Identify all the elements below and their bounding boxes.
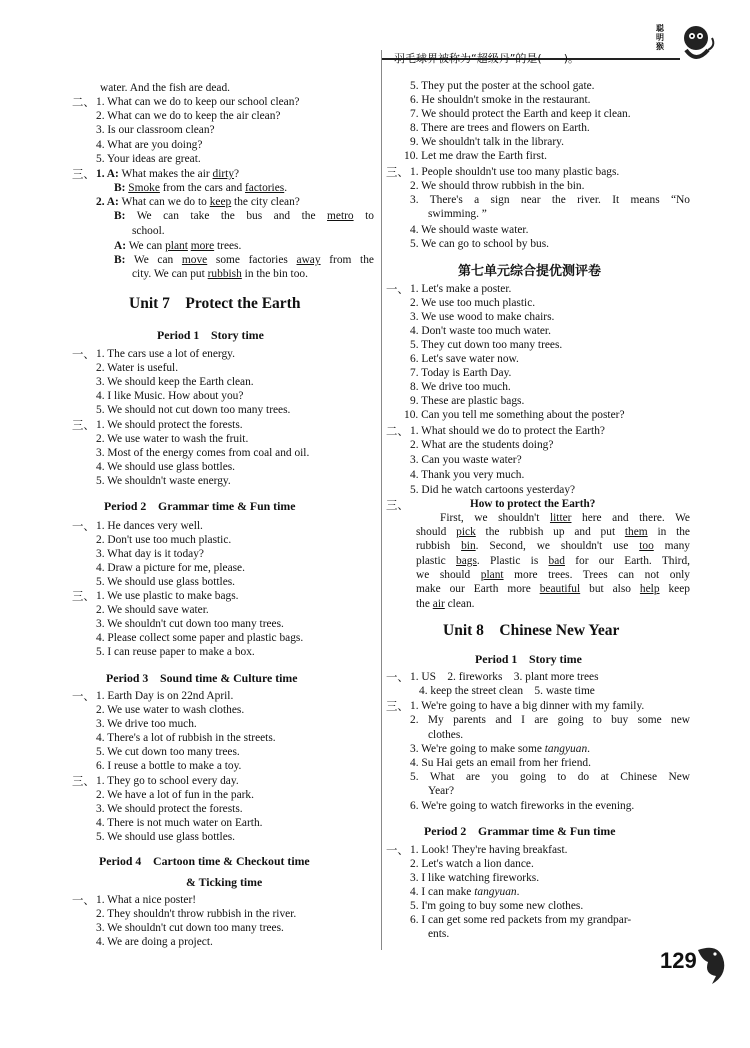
dialogue-line: B: We can move some factories away from the	[114, 254, 374, 266]
essay-line: plastic bags. Plastic is bad for our Earth. Third,	[416, 555, 690, 567]
list-item: 2. What can we do to keep the air clean?	[96, 110, 281, 122]
list-item: 2. We should throw rubbish in the bin.	[410, 180, 585, 192]
list-item: 4. We should use glass bottles.	[96, 461, 236, 473]
list-item: 1. Earth Day is on 22nd April.	[96, 690, 234, 702]
list-item: 4. We should waste water.	[410, 224, 529, 236]
list-item: 3. Most of the energy comes from coal and oil.	[96, 447, 310, 459]
list-item: 5. We shouldn't waste energy.	[96, 475, 231, 487]
unit-title: Unit 8 Chinese New Year	[443, 622, 620, 639]
unit-title: Unit 7 Protect the Earth	[129, 295, 301, 312]
list-item: 4. Don't waste too much water.	[410, 325, 551, 337]
list-item-cont: swimming. ”	[428, 208, 487, 220]
list-item: 3. We should protect the forests.	[96, 803, 243, 815]
period-title: Period 3 Sound time & Culture time	[106, 671, 298, 685]
list-item: 3. Is our classroom clean?	[96, 124, 215, 136]
list-item: 5. I can reuse paper to make a box.	[96, 646, 255, 658]
period-title: Period 1 Story time	[157, 328, 264, 342]
list-item: 5. We should use glass bottles.	[96, 576, 236, 588]
essay-line: make our Earth more beautiful but also help keep	[416, 583, 690, 595]
section-marker: 一、	[72, 689, 95, 703]
essay-line: should pick the rubbish up and put them in the	[416, 526, 690, 538]
list-item: 2. Let's watch a lion dance.	[410, 858, 534, 870]
section-marker: 三、	[386, 498, 409, 512]
dialogue-line: 2. A: What can we do to keep the city clean?	[96, 196, 300, 208]
list-item: 5. We should not cut down too many trees.	[96, 404, 291, 416]
list-item: 4. There's a lot of rubbish in the streets.	[96, 732, 276, 744]
period-title: Period 2 Grammar time & Fun time	[104, 499, 296, 513]
list-item: 2. Water is useful.	[96, 362, 179, 374]
list-item: 1. People shouldn't use too many plastic bags.	[410, 166, 620, 178]
list-item: 5. What are you going to do at Chinese New	[410, 771, 690, 783]
list-item-cont: Year?	[428, 785, 455, 797]
list-item: 3. We use wood to make chairs.	[410, 311, 555, 323]
list-item: 3. I like watching fireworks.	[410, 872, 540, 884]
list-item: 4. There is not much water on Earth.	[96, 817, 263, 829]
list-item: 6. Let's save water now.	[410, 353, 519, 365]
section-marker: 一、	[72, 893, 95, 907]
list-item: 3. There's a sign near the river. It means “No	[410, 194, 690, 206]
header-note: 羽毛球界被称为“超级丹”的是( )。	[394, 52, 579, 65]
list-item: 5. Did he watch cartoons yesterday?	[410, 484, 576, 496]
list-item: 3. We shouldn't cut down too many trees.	[96, 922, 284, 934]
dialogue-line: B: Smoke from the cars and factories.	[114, 182, 288, 194]
test-title: 第七单元综合提优测评卷	[458, 264, 602, 279]
list-item: 1. We're going to have a big dinner with my family.	[410, 700, 645, 712]
essay-line: rubbish bin. Second, we shouldn't use too many	[416, 540, 690, 552]
period-title: Period 1 Story time	[475, 652, 582, 666]
list-item: 1. What a nice poster!	[96, 894, 197, 906]
list-item: 5. Your ideas are great.	[96, 153, 201, 165]
dialogue-line: B: We can take the bus and the metro to	[114, 210, 374, 222]
list-item: 5. We can go to school by bus.	[410, 238, 550, 250]
essay-line: First, we shouldn't litter here and there. We	[440, 512, 690, 524]
dialogue-line: A: We can plant more trees.	[114, 240, 242, 252]
section-marker: 三、	[72, 774, 95, 788]
dolphin-icon	[690, 940, 730, 988]
list-item-cont: clothes.	[428, 729, 464, 741]
page-number: 129	[660, 948, 697, 973]
list-item: 1. What can we do to keep our school clean?	[96, 96, 300, 108]
list-item: 4. We are doing a project.	[96, 936, 213, 948]
essay-line: we should plant more trees. Trees can not only	[416, 569, 690, 581]
section-marker: 一、	[386, 670, 409, 684]
list-item: 8. There are trees and flowers on Earth.	[410, 122, 590, 134]
list-item: 3. Can you waste water?	[410, 454, 522, 466]
section-marker: 一、	[386, 843, 409, 857]
section-marker: 三、	[386, 699, 409, 713]
list-item: 4. Please collect some paper and plastic bags.	[96, 632, 304, 644]
logo-text: 聪明猴	[656, 24, 664, 51]
list-item: 3. We're going to make some tangyuan.	[410, 743, 591, 755]
list-item: 1. The cars use a lot of energy.	[96, 348, 235, 360]
list-item: 6. He shouldn't smoke in the restaurant.	[410, 94, 591, 106]
section-marker: 一、	[72, 519, 95, 533]
section-marker: 二、	[386, 424, 409, 438]
list-item: 2. What are the students doing?	[410, 439, 554, 451]
column-divider	[381, 50, 382, 950]
list-item: 4. Su Hai gets an email from her friend.	[410, 757, 591, 769]
period-title: Period 4 Cartoon time & Checkout time	[99, 854, 310, 868]
dialogue-line: school.	[132, 225, 165, 237]
list-item: 5. I'm going to buy some new clothes.	[410, 900, 584, 912]
list-item: 2. They shouldn't throw rubbish in the river.	[96, 908, 297, 920]
section-marker: 三、	[386, 165, 409, 179]
essay-title: How to protect the Earth?	[470, 498, 596, 510]
continued-line: water. And the fish are dead.	[100, 82, 230, 94]
list-item: 5. We should use glass bottles.	[96, 831, 236, 843]
list-item: 1. Look! They're having breakfast.	[410, 844, 568, 856]
list-item: 7. Today is Earth Day.	[410, 367, 512, 379]
list-item: 7. We should protect the Earth and keep it clean.	[410, 108, 631, 120]
list-item: 3. What day is it today?	[96, 548, 204, 560]
list-item: 5. They cut down too many trees.	[410, 339, 563, 351]
list-item: 4. I can make tangyuan.	[410, 886, 520, 898]
list-item: 8. We drive too much.	[410, 381, 511, 393]
list-item: 4. What are you doing?	[96, 139, 203, 151]
list-item: 2. We have a lot of fun in the park.	[96, 789, 254, 801]
list-item: 1. He dances very well.	[96, 520, 203, 532]
section-marker: 二、	[72, 95, 95, 109]
essay-line: the air clean.	[416, 598, 475, 610]
list-item: 3. We shouldn't cut down too many trees.	[96, 618, 284, 630]
period-title-cont: & Ticking time	[186, 875, 263, 889]
section-marker: 三、	[72, 589, 95, 603]
list-item: 6. We're going to watch fireworks in the evening.	[410, 800, 635, 812]
list-item: 2. We use water to wash the fruit.	[96, 433, 249, 445]
list-item: 1. We use plastic to make bags.	[96, 590, 239, 602]
list-item: 1. What should we do to protect the Earth?	[410, 425, 605, 437]
list-item: 6. I reuse a bottle to make a toy.	[96, 760, 242, 772]
list-item: 4. I like Music. How about you?	[96, 390, 244, 402]
list-item: 2. We use water to wash clothes.	[96, 704, 245, 716]
section-marker: 一、	[386, 282, 409, 296]
period-title: Period 2 Grammar time & Fun time	[424, 824, 616, 838]
list-item: 1. Let's make a poster.	[410, 283, 512, 295]
list-item: 4. Thank you very much.	[410, 469, 525, 481]
list-item: 1. We should protect the forests.	[96, 419, 243, 431]
list-item: 3. We should keep the Earth clean.	[96, 376, 254, 388]
section-marker: 三、	[72, 167, 95, 181]
section-marker: 三、	[72, 418, 95, 432]
list-item: 9. These are plastic bags.	[410, 395, 525, 407]
list-item: 5. They put the poster at the school gate.	[410, 80, 595, 92]
list-item-cont: ents.	[428, 928, 450, 940]
list-item: 1. They go to school every day.	[96, 775, 239, 787]
dialogue-line: city. We can put rubbish in the bin too.	[132, 268, 308, 280]
list-item: 2. We use too much plastic.	[410, 297, 536, 309]
list-item: 4. Draw a picture for me, please.	[96, 562, 245, 574]
list-item: 6. I can get some red packets from my grandpar-	[410, 914, 632, 926]
list-item: 10. Can you tell me something about the poster?	[404, 409, 625, 421]
list-item: 9. We shouldn't talk in the library.	[410, 136, 564, 148]
list-item: 3. We drive too much.	[96, 718, 197, 730]
list-item: 10. Let me draw the Earth first.	[404, 150, 547, 162]
list-item: 2. My parents and I are going to buy some new	[410, 714, 690, 726]
monkey-logo	[672, 20, 716, 66]
dialogue-line: 1. A: What makes the air dirty?	[96, 168, 240, 180]
list-item: 1. US 2. fireworks 3. plant more trees	[410, 671, 599, 683]
list-item: 5. We cut down too many trees.	[96, 746, 240, 758]
list-item: 4. keep the street clean 5. waste time	[419, 685, 595, 697]
list-item: 2. We should save water.	[96, 604, 209, 616]
list-item: 2. Don't use too much plastic.	[96, 534, 232, 546]
section-marker: 一、	[72, 347, 95, 361]
